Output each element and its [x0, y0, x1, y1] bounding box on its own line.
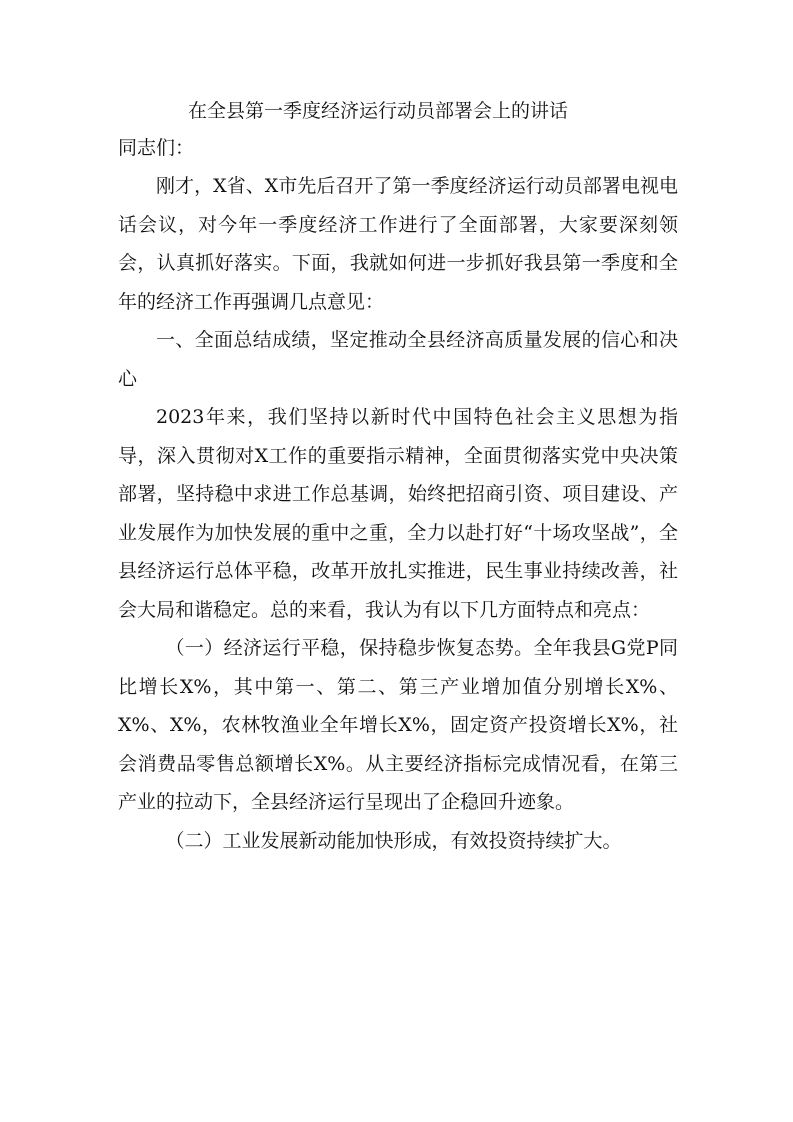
paragraph-intro: 刚才，X省、X市先后召开了第一季度经济运行动员部署电视电话会议，对今年一季度经济工作进行了全面部署，大家要深刻领会，认真抓好落实。下面，我就如何进一步抓好我县第一季度和全年的经济工作再强调几点意见：	[118, 175, 678, 313]
speech-title: 在全县第一季度经济运行动员部署会上的讲话	[188, 100, 569, 122]
document-body	[118, 93, 678, 860]
subsection-2: （二）工业发展新动能加快形成，有效投资持续扩大。	[165, 829, 622, 852]
paragraph-review: 2023年来，我们坚持以新时代中国特色社会主义思想为指导，深入贯彻对X工作的重要指示精神，全面贯彻落实党中央决策部署，坚持稳中求进工作总基调，始终把招商引资、项目建设、产业发展作为加快发展的重中之重，全力以赴打好“十场攻坚战”，全县经济运行总体平稳，改革开放扎实推进，民生事业持续改善，社会大局和谐稳定。总的来看，我认为有以下几方面特点和亮点：	[118, 406, 678, 621]
section-heading-1: 一、全面总结成绩，坚定推动全县经济高质量发展的信心和决心	[118, 329, 678, 390]
salutation: 同志们：	[118, 137, 195, 159]
subsection-1: （一）经济运行平稳，保持稳步恢复态势。全年我县G党P同比增长X%，其中第一、第二、第三产业增加值分别增长X%、X%、X%，农林牧渔业全年增长X%，固定资产投资增长X%，社会消费品零售总额增长X%。从主要经济指标完成情况看，在第三产业的拉动下，全县经济运行呈现出了企稳回升迹象。	[118, 637, 678, 813]
